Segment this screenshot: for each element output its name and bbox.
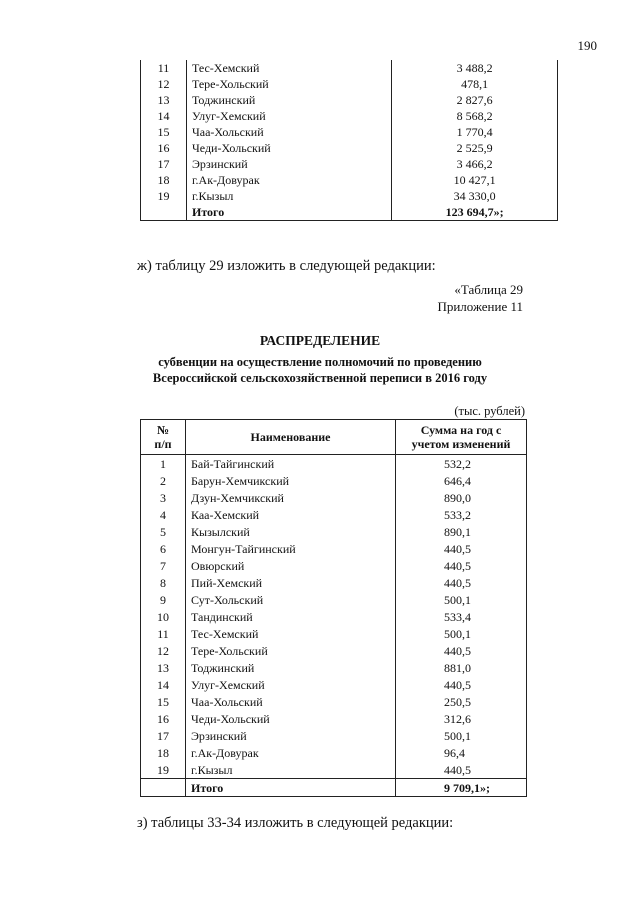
table-row: [141, 659, 527, 676]
row-number: 3: [141, 489, 186, 506]
district-name: Бай-Тайгинский: [186, 455, 396, 473]
header-name: Наименование: [186, 420, 396, 455]
row-number: 7: [141, 557, 186, 574]
total-label: Итого: [186, 204, 391, 221]
row-number: 16: [141, 140, 187, 156]
amount-value: 312,6: [396, 710, 527, 727]
table-row: [141, 574, 527, 591]
appendix-label: Приложение 11: [437, 299, 523, 314]
table-row: [141, 60, 558, 76]
district-name: Чаа-Хольский: [186, 693, 396, 710]
amount-value: 1 770,4: [392, 124, 558, 140]
row-number: 19: [141, 188, 187, 204]
table-row: [141, 472, 527, 489]
amount-value: 500,1: [396, 625, 527, 642]
row-number: 5: [141, 523, 186, 540]
amount-value: 533,2: [396, 506, 527, 523]
amount-value: 500,1: [396, 591, 527, 608]
table-row: [141, 156, 558, 172]
amount-value: 440,5: [396, 540, 527, 557]
row-number: 16: [141, 710, 186, 727]
total-label: Итого: [186, 779, 396, 797]
row-number: 6: [141, 540, 186, 557]
row-number: 10: [141, 608, 186, 625]
table-heading: РАСПРЕДЕЛЕНИЕ: [259, 333, 381, 348]
table-row: [141, 540, 527, 557]
row-number: 12: [141, 76, 187, 92]
total-row: [141, 204, 558, 221]
amount-value: 478,1: [392, 76, 558, 92]
row-number: 12: [141, 642, 186, 659]
table-row: [141, 108, 558, 124]
header-sum: [396, 420, 527, 455]
row-number: 13: [141, 659, 186, 676]
district-name: Эрзинский: [186, 156, 391, 172]
amount-value: 890,0: [396, 489, 527, 506]
row-number: 19: [141, 761, 186, 779]
table-row: [141, 744, 527, 761]
page-number: 190: [577, 38, 597, 53]
table-row: [141, 489, 527, 506]
table-header: [141, 420, 527, 455]
district-name: г.Ак-Довурак: [186, 172, 391, 188]
district-name: Улуг-Хемский: [186, 676, 396, 693]
district-name: Чеди-Хольский: [186, 140, 391, 156]
district-name: Эрзинский: [186, 727, 396, 744]
table-subheading: [0, 354, 640, 386]
district-name: Пий-Хемский: [186, 574, 396, 591]
total-row: [141, 779, 527, 797]
header-number-line-2: п/п: [154, 437, 172, 451]
row-number: 11: [141, 625, 186, 642]
total-blank-cell: [141, 779, 186, 797]
row-number: 17: [141, 156, 187, 172]
district-name: Тандинский: [186, 608, 396, 625]
table-row: [141, 608, 527, 625]
row-number: 13: [141, 92, 187, 108]
amount-value: 3 466,2: [392, 156, 558, 172]
amount-value: 2 525,9: [392, 140, 558, 156]
amount-value: 533,4: [396, 608, 527, 625]
table-row: [141, 727, 527, 744]
subheading-line-2: Всероссийской сельскохозяйственной переписи в 2016 году: [152, 371, 488, 385]
row-number: 18: [141, 744, 186, 761]
amount-value: 500,1: [396, 727, 527, 744]
district-name: Тоджинский: [186, 92, 391, 108]
table-row: [141, 591, 527, 608]
amount-value: 8 568,2: [392, 108, 558, 124]
district-name: Тере-Хольский: [186, 642, 396, 659]
table-row: [141, 124, 558, 140]
amount-value: 440,5: [396, 642, 527, 659]
district-name: г.Ак-Довурак: [186, 744, 396, 761]
district-name: Барун-Хемчикский: [186, 472, 396, 489]
district-name: Чеди-Хольский: [186, 710, 396, 727]
table-row: [141, 625, 527, 642]
table-row: [141, 172, 558, 188]
amount-value: 646,4: [396, 472, 527, 489]
row-number: 18: [141, 172, 187, 188]
amount-value: 440,5: [396, 574, 527, 591]
units-note: (тыс. рублей): [454, 404, 525, 418]
header-sum-line-1: Сумма на год с: [420, 423, 502, 437]
amount-value: 34 330,0: [392, 188, 558, 204]
district-name: Сут-Хольский: [186, 591, 396, 608]
table-row: [141, 188, 558, 204]
table-row: [141, 506, 527, 523]
header-sum-line-2: учетом изменений: [411, 437, 511, 451]
row-number: 15: [141, 693, 186, 710]
row-number: 1: [141, 455, 186, 473]
amount-value: 10 427,1: [392, 172, 558, 188]
table-row: [141, 642, 527, 659]
table-row: [141, 676, 527, 693]
table-row: [141, 455, 527, 473]
district-name: Кызылский: [186, 523, 396, 540]
amount-value: 440,5: [396, 676, 527, 693]
total-value: 9 709,1»;: [396, 779, 527, 797]
table-row: [141, 693, 527, 710]
total-blank-cell: [141, 204, 187, 221]
table-row: [141, 557, 527, 574]
row-number: 17: [141, 727, 186, 744]
row-number: 2: [141, 472, 186, 489]
header-row: [141, 420, 527, 455]
district-name: Овюрский: [186, 557, 396, 574]
table-row: [141, 710, 527, 727]
subvention-table: [140, 419, 527, 797]
district-name: Тес-Хемский: [186, 60, 391, 76]
row-number: 11: [141, 60, 187, 76]
table-row: [141, 76, 558, 92]
district-name: г.Кызыл: [186, 188, 391, 204]
table-row: [141, 761, 527, 779]
district-table-continued: [140, 60, 558, 221]
subheading-line-1: субвенции на осуществление полномочий по проведению: [158, 355, 482, 369]
amount-value: 440,5: [396, 557, 527, 574]
district-name: Чаа-Хольский: [186, 124, 391, 140]
amount-value: 3 488,2: [392, 60, 558, 76]
amount-value: 96,4: [396, 744, 527, 761]
district-name: Тес-Хемский: [186, 625, 396, 642]
header-number-line-1: №: [156, 423, 170, 437]
district-name: Каа-Хемский: [186, 506, 396, 523]
amendment-instruction: ж) таблицу 29 изложить в следующей редакции:: [137, 258, 436, 274]
district-name: Монгун-Тайгинский: [186, 540, 396, 557]
table-label: [437, 281, 523, 315]
district-name: Тоджинский: [186, 659, 396, 676]
table-body: [141, 455, 527, 797]
amount-value: 881,0: [396, 659, 527, 676]
table-row: [141, 140, 558, 156]
district-table-body: [141, 60, 558, 221]
amount-value: 532,2: [396, 455, 527, 473]
amount-value: 440,5: [396, 761, 527, 779]
row-number: 15: [141, 124, 187, 140]
table-number-label: «Таблица 29: [454, 282, 523, 297]
amount-value: 890,1: [396, 523, 527, 540]
amount-value: 2 827,6: [392, 92, 558, 108]
table-row: [141, 92, 558, 108]
header-number: [141, 420, 186, 455]
table-row: [141, 523, 527, 540]
amount-value: 250,5: [396, 693, 527, 710]
row-number: 8: [141, 574, 186, 591]
row-number: 14: [141, 676, 186, 693]
district-name: г.Кызыл: [186, 761, 396, 779]
row-number: 14: [141, 108, 187, 124]
district-name: Улуг-Хемский: [186, 108, 391, 124]
row-number: 4: [141, 506, 186, 523]
district-name: Дзун-Хемчикский: [186, 489, 396, 506]
total-value: 123 694,7»;: [392, 204, 558, 221]
district-name: Тере-Хольский: [186, 76, 391, 92]
amendment-instruction: з) таблицы 33-34 изложить в следующей редакции:: [137, 815, 454, 831]
row-number: 9: [141, 591, 186, 608]
